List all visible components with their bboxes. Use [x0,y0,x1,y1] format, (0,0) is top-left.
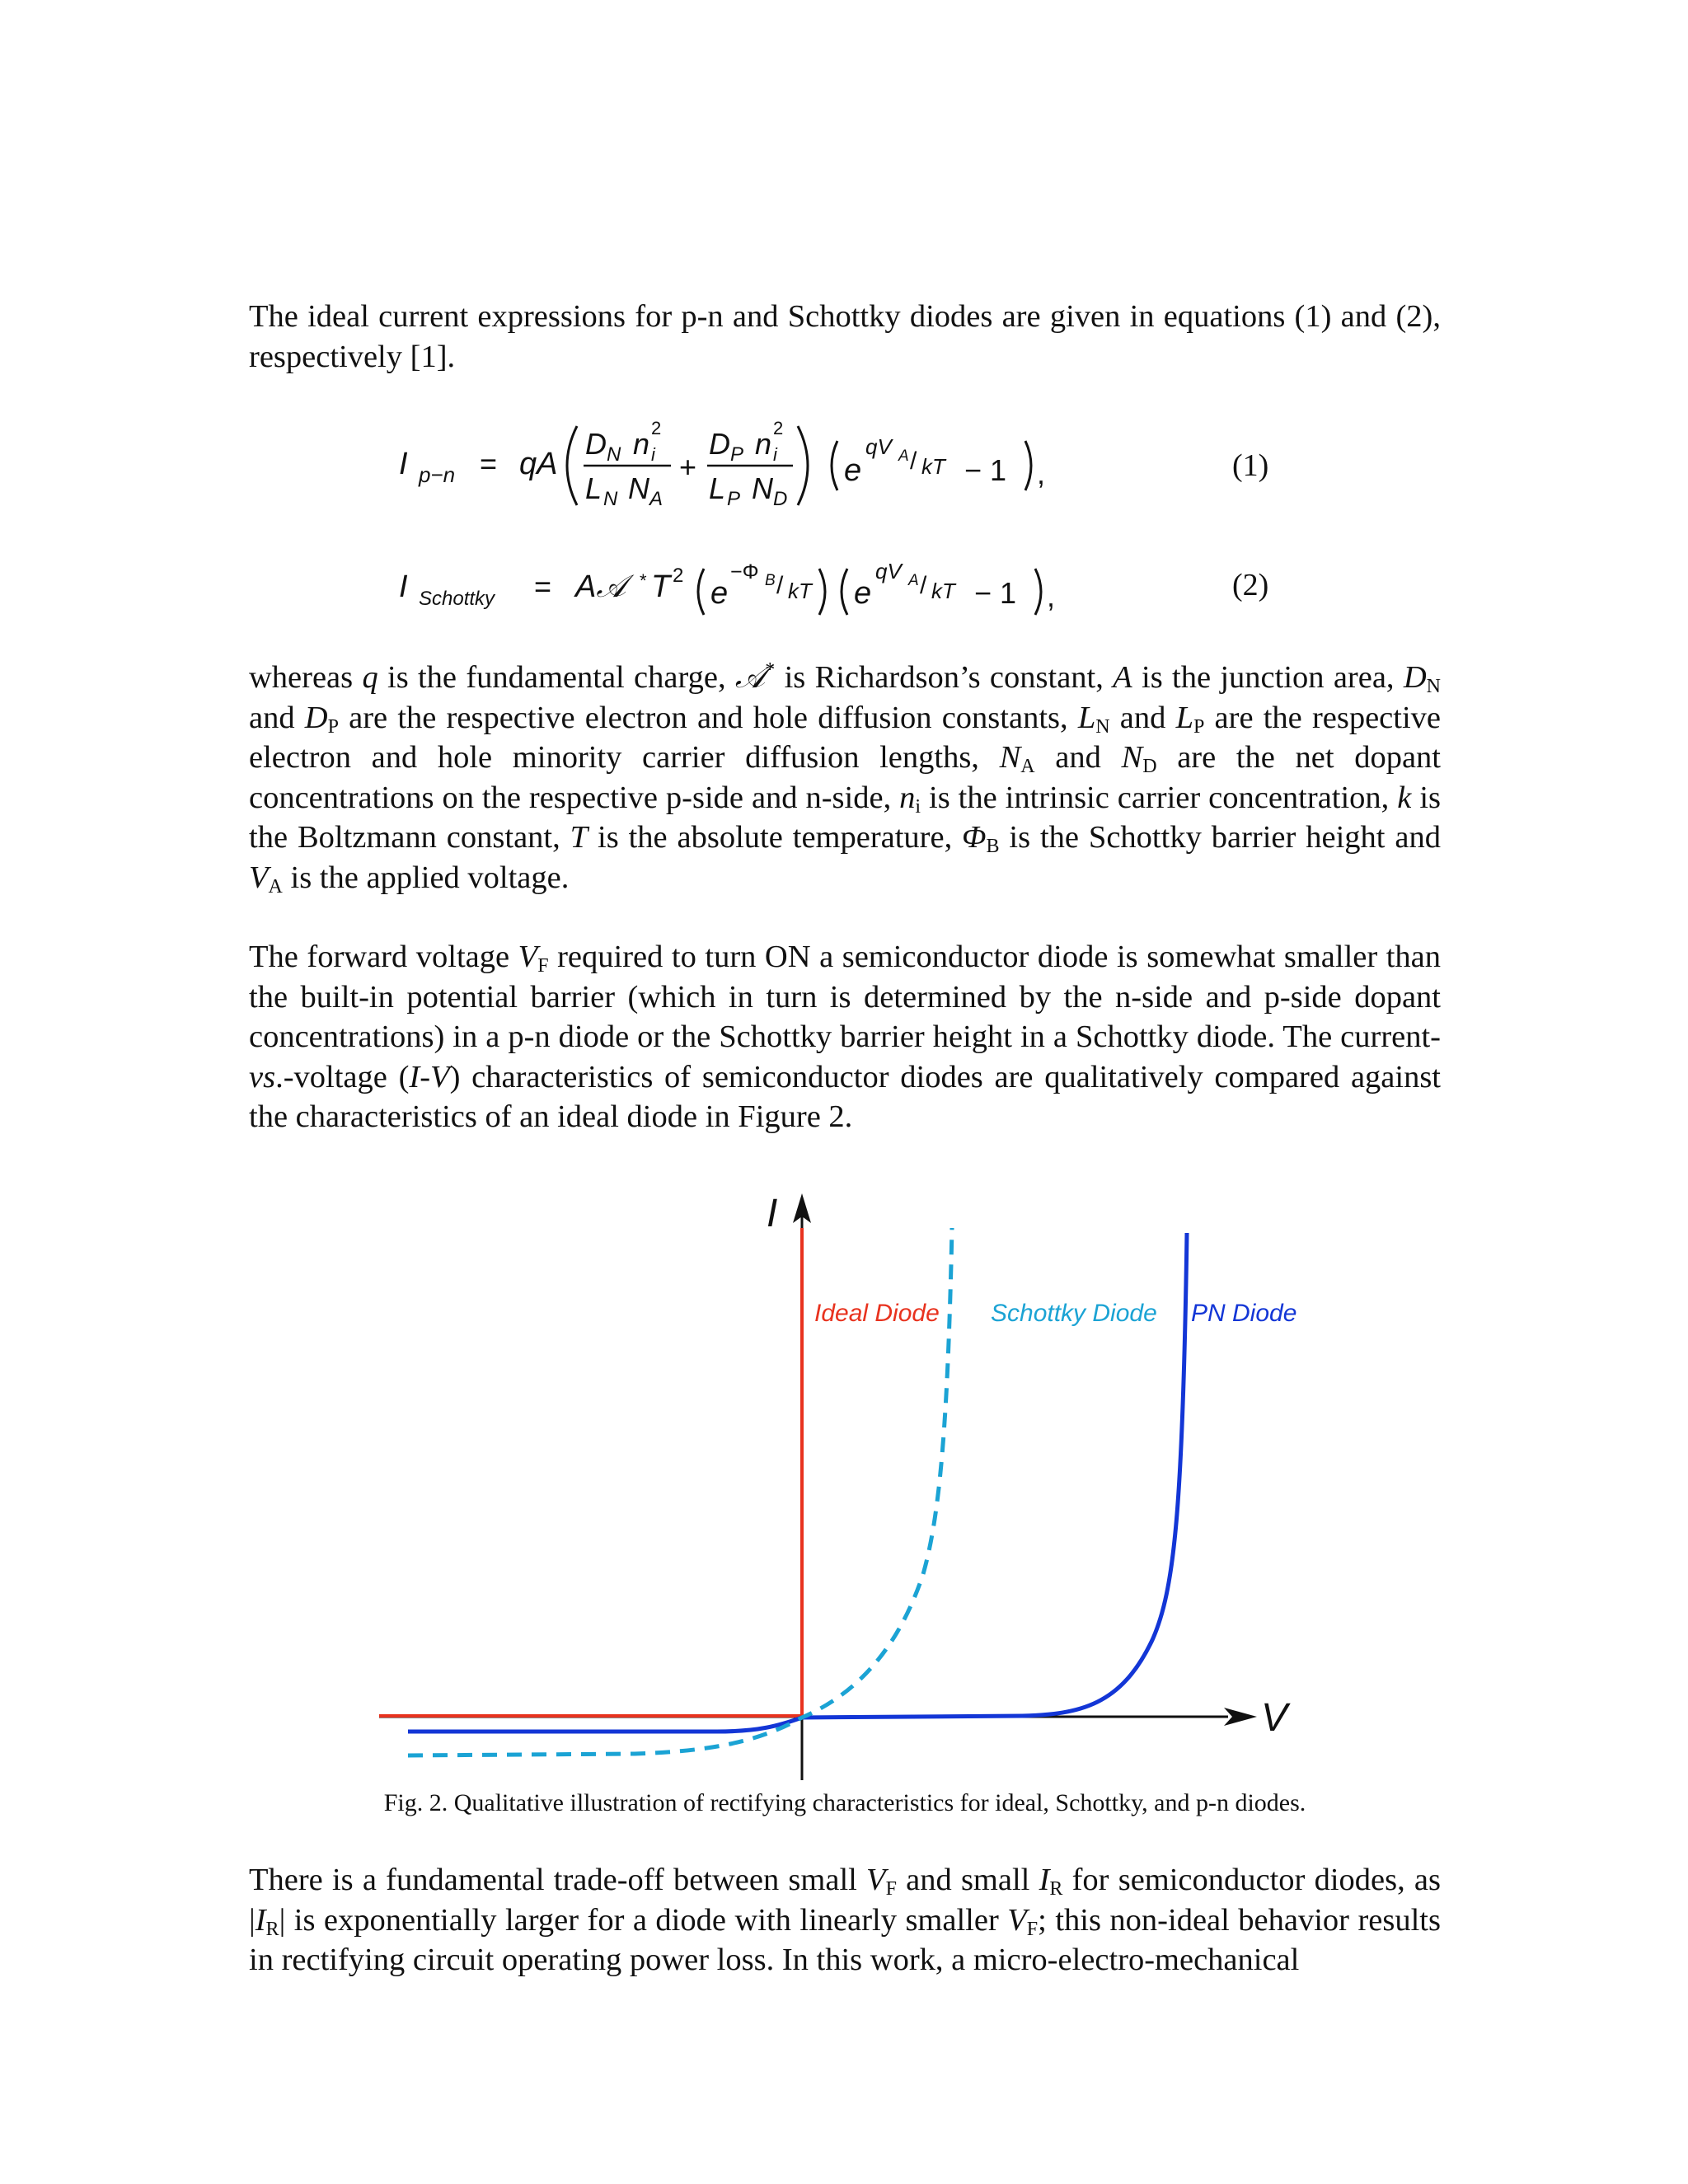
legend-ideal: Ideal Diode [814,1300,940,1327]
eq2-T-sup: 2 [673,565,684,587]
x-axis-arrow [1224,1708,1257,1726]
eq2-number: (2) [1232,568,1269,602]
eq2-exp-phi: −Φ [730,560,759,583]
figure-caption: Fig. 2. Qualitative illustration of rectifying characteristics for ideal, Schottky, and p-n diodes. [383,1789,1306,1816]
svg-text:/: / [910,448,917,475]
eq1-den2: L [709,471,726,505]
eq1-den2-b-sub: D [773,488,788,510]
eq1-equals: = [480,447,498,480]
eq2-exp2-base: e [854,576,872,611]
forward-voltage-paragraph: The forward voltage $V_F$ required to turn ON a semiconductor diode is somewhat smaller than the built-in potential barrier (which in turn is determined by the n-side and p-side dopant concentrations) in a p-n diode or the Schottky barrier height in a Schottky diode. The current-vs.-voltage (I-V) characteristics of semiconductor diodes are qualitatively compared against the characteristics of an ideal diode in Figure 2. [249,940,1441,1134]
svg-text:/: / [776,572,784,599]
eq2-comma: , [1047,579,1056,613]
eq2-exp-phi-sub: B [765,572,776,589]
y-axis-label: I [767,1192,778,1235]
eq2-minus-one: − 1 [974,576,1017,610]
eq2-lhs-sub: Schottky [419,588,495,610]
eq1-exp-kt: kT [921,454,945,479]
eq1-num1-b: n [633,427,650,461]
eq1-lhs-sub: p−n [419,462,456,487]
eq1-den2-sub: P [727,488,741,510]
eq1-num2: D [709,427,730,461]
eq1-den1: L [585,471,603,505]
eq2-lhs: I [399,569,408,604]
eq2-star: * [640,570,647,591]
eq1-plus: + [679,450,697,484]
eq1-exp-q-sub: A [898,448,909,465]
eq1-num1-sub: N [607,443,621,466]
definitions-paragraph: whereas q is the fundamental charge, 𝒜* is Richardson’s constant, A is the junction area, $D_N$ and $D_P$ are the respective electron and hole diffusion constants, $L_N$ and $L_P$ are the respective electron and hole minority carrier diffusion lengths, $N_A$ and $N_D$ are the net dopant concentrations on the respective p-side and n-side, $n_i$ is the intrinsic carrier concentration, k is the Boltzmann constant, T is the absolute temperature, $\Phi_B$ is the Schottky barrier height and $V_A$ is the applied voltage. [249,659,1441,898]
eq2-exp-base: e [710,576,729,611]
x-axis-label: V [1261,1696,1288,1740]
eq1-den1-sub: N [603,488,618,510]
tradeoff-paragraph: There is a fundamental trade-off between small $V_F$ and small $I_R$ for semiconductor diodes, as $|I_R|$ is exponentially larger for a diode with linearly smaller $V_F$; this non-ideal behavior results in rectifying circuit operating power loss. In this work, a micro-electro-mechanical [249,1863,1441,1977]
intro-text: The ideal current expressions for p-n and Schottky diodes are given in equations (1) and (2), respectively [1]. [249,299,1441,374]
legend-pn: PN Diode [1191,1300,1297,1327]
eq1-num1-subi: i [651,444,655,465]
eq1-num2-b: n [755,427,772,461]
svg-text:/: / [920,572,927,599]
eq1-number: (1) [1232,448,1269,483]
legend-schottky: Schottky Diode [991,1300,1157,1327]
eq1-num1: D [585,427,607,461]
eq1-den2-b: N [752,471,773,505]
iv-characteristics-figure [363,1179,1393,1780]
eq1-den1-b-sub: A [649,488,663,510]
eq2-exp2-q: qV [875,559,902,583]
eq1-prefactor: qA [519,447,558,481]
eq2-prefactor: A𝒜 [575,569,626,604]
eq1-den1-b: N [628,471,649,505]
eq2-T: T [651,569,671,604]
eq2-exp2-kt: kT [931,579,955,603]
intro-paragraph [249,297,1441,377]
eq2-exp2-q-sub: A [908,572,919,589]
eq1-num2-subi: i [773,444,777,465]
eq1-minus-one: − 1 [964,453,1007,487]
ideal-diode-curve [379,1228,802,1716]
eq2-equals: = [534,569,552,603]
eq1-num2-sub: P [730,443,744,466]
eq2-exp-kt: kT [788,579,812,603]
eq1-num1-sup: 2 [651,418,662,438]
eq1-num2-sup: 2 [773,418,784,438]
eq1-comma: , [1037,457,1046,490]
eq1-exp-base: e [844,453,862,488]
eq1-lhs: I [399,447,408,481]
eq1-exp-q: qV [865,434,892,459]
